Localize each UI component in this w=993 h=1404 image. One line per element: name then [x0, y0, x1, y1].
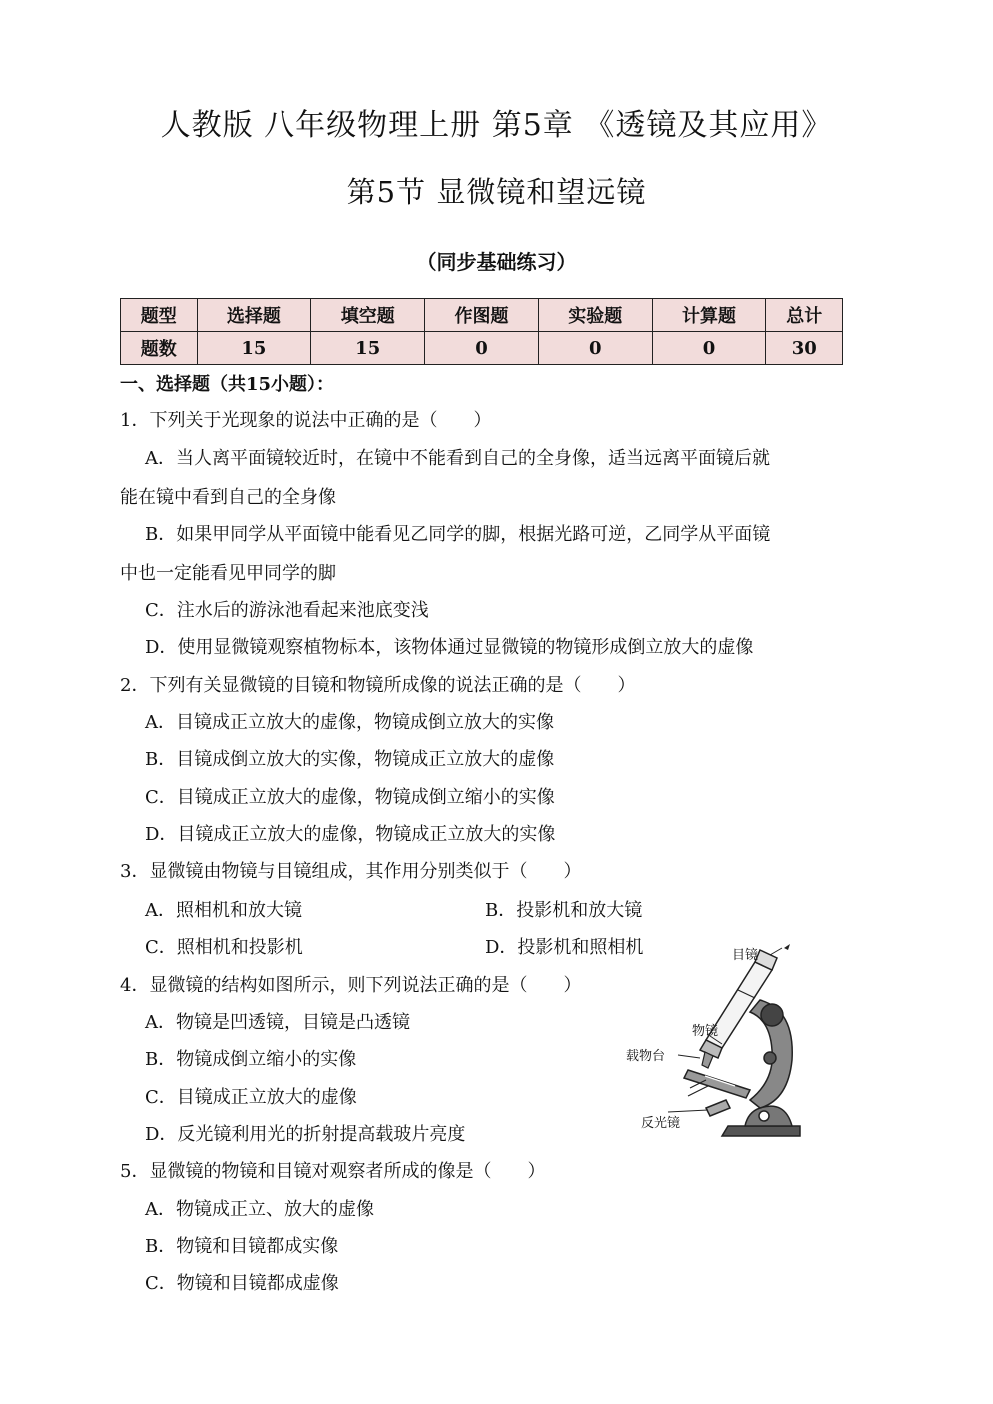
table-cell: 计算题	[652, 299, 766, 332]
subtitle: （同步基础练习）	[416, 250, 577, 274]
option-3d: D．投影机和照相机	[485, 937, 644, 958]
table-cell: 题型	[121, 299, 198, 332]
table-header-row	[121, 299, 843, 332]
question-stem-3: 3．显微镜由物镜与目镜组成，其作用分别类似于（ ）	[120, 861, 582, 882]
option-4a: A．物镜是凹透镜，目镜是凸透镜	[145, 1012, 410, 1033]
question-stem-4: 4．显微镜的结构如图所示，则下列说法正确的是（ ）	[120, 975, 582, 996]
question-stem-1: 1．下列关于光现象的说法中正确的是（ ）	[120, 410, 492, 431]
document-title: 人教版 八年级物理上册 第5章 《透镜及其应用》	[160, 108, 833, 143]
label-eyepiece: 目镜	[732, 947, 759, 962]
table-cell: 题数	[121, 332, 198, 365]
option-5c: C．物镜和目镜都成虚像	[145, 1273, 339, 1294]
table-cell: 30	[766, 332, 843, 365]
option-1b-line2: 中也一定能看见甲同学的脚	[120, 563, 336, 584]
option-2d: D．目镜成正立放大的虚像，物镜成正立放大的实像	[145, 824, 556, 845]
label-objective: 物镜	[692, 1023, 719, 1038]
option-1b-line1: B．如果甲同学从平面镜中能看见乙同学的脚，根据光路可逆，乙同学从平面镜	[145, 524, 771, 545]
option-1d: D．使用显微镜观察植物标本，该物体通过显微镜的物镜形成倒立放大的虚像	[145, 637, 754, 658]
table-cell: 实验题	[538, 299, 652, 332]
option-5a: A．物镜成正立、放大的虚像	[145, 1199, 374, 1220]
part-heading: 一、选择题（共15小题）：	[120, 374, 335, 395]
table-cell: 选择题	[197, 299, 311, 332]
option-5b: B．物镜和目镜都成实像	[145, 1236, 339, 1257]
option-1c: C．注水后的游泳池看起来池底变浅	[145, 600, 429, 621]
question-stem-5: 5．显微镜的物镜和目镜对观察者所成的像是（ ）	[120, 1161, 546, 1182]
option-2a: A．目镜成正立放大的虚像，物镜成倒立放大的实像	[145, 712, 554, 733]
label-mirror: 反光镜	[641, 1115, 681, 1130]
question-stem-2: 2．下列有关显微镜的目镜和物镜所成像的说法正确的是（ ）	[120, 675, 636, 696]
option-1a-line1: A．当人离平面镜较近时，在镜中不能看到自己的全身像，适当远离平面镜后就	[145, 448, 770, 469]
question-count-table	[120, 298, 843, 365]
option-3c: C．照相机和投影机	[145, 937, 303, 958]
section-title: 第5节 显微镜和望远镜	[346, 175, 647, 209]
option-4c: C．目镜成正立放大的虚像	[145, 1087, 357, 1108]
option-3b: B．投影机和放大镜	[485, 900, 643, 921]
option-4d: D．反光镜利用光的折射提高载玻片亮度	[145, 1124, 466, 1145]
table-cell: 0	[652, 332, 766, 365]
table-cell: 0	[425, 332, 539, 365]
option-1a-line2: 能在镜中看到自己的全身像	[120, 487, 336, 508]
table-cell: 填空题	[311, 299, 425, 332]
option-3a: A．照相机和放大镜	[145, 900, 302, 921]
table-cell: 总计	[766, 299, 843, 332]
option-2b: B．目镜成倒立放大的实像，物镜成正立放大的虚像	[145, 749, 555, 770]
table-cell: 15	[197, 332, 311, 365]
option-2c: C．目镜成正立放大的虚像，物镜成倒立缩小的实像	[145, 787, 555, 808]
table-cell: 15	[311, 332, 425, 365]
table-row	[121, 332, 843, 365]
table-cell: 作图题	[425, 299, 539, 332]
option-4b: B．物镜成倒立缩小的实像	[145, 1049, 357, 1070]
label-stage: 载物台	[626, 1048, 666, 1063]
table-cell: 0	[538, 332, 652, 365]
